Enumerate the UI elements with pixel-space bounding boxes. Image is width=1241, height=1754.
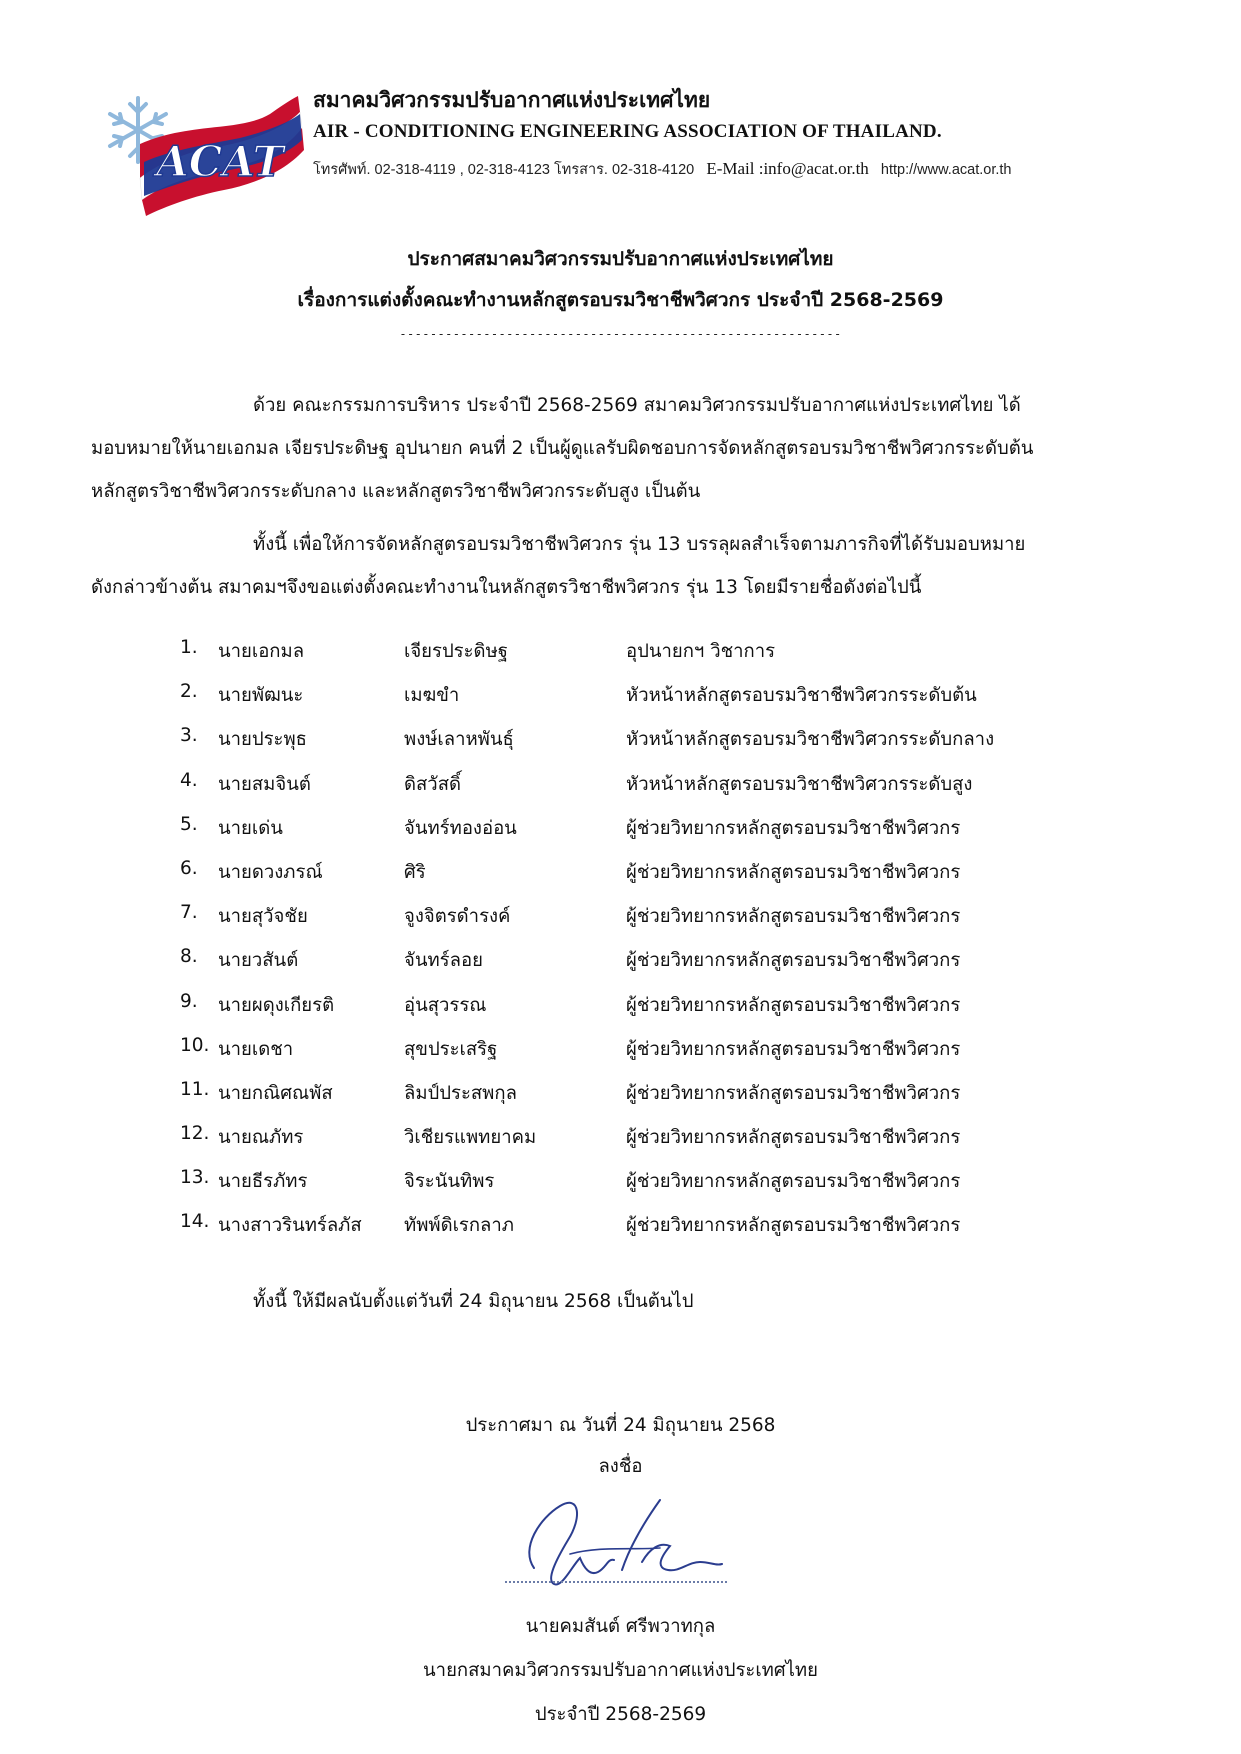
list-item: [180, 814, 1060, 858]
list-item: [180, 681, 1060, 725]
item-number: 8.: [180, 946, 198, 968]
member-role: ผู้ช่วยวิทยากรหลักสูตรอบรมวิชาชีพวิศวกร: [626, 994, 961, 1016]
item-number: 9.: [180, 990, 198, 1012]
contact-line: [313, 158, 1011, 181]
signer-name: นายคมสันต์ ศรีพวาทกุล: [525, 1616, 716, 1637]
member-last-name: จันทร์ทองอ่อน: [404, 817, 517, 839]
list-item: [180, 1211, 1060, 1255]
member-last-name: วิเชียรแพทยาคม: [404, 1127, 537, 1149]
announcement-title: ประกาศสมาคมวิศวกรรมปรับอากาศแห่งประเทศไทย: [407, 248, 834, 270]
org-name-english: AIR - CONDITIONING ENGINEERING ASSOCIATION OF THAILAND.: [313, 121, 942, 142]
item-number: 5.: [180, 813, 198, 835]
announcement-date: ประกาศมา ณ วันที่ 24 มิถุนายน 2568: [465, 1415, 776, 1436]
member-last-name: พงษ์เลาหพันธุ์: [404, 729, 514, 751]
list-item: [180, 1123, 1060, 1167]
list-item: [180, 637, 1060, 681]
org-name-thai: สมาคมวิศวกรรมปรับอากาศแห่งประเทศไทย: [313, 87, 711, 112]
member-role: หัวหน้าหลักสูตรอบรมวิชาชีพวิศวกรระดับต้น: [626, 685, 977, 707]
list-item: [180, 725, 1060, 769]
member-role: ผู้ช่วยวิทยากรหลักสูตรอบรมวิชาชีพวิศวกร: [626, 906, 961, 928]
signer-term: ประจำปี 2568-2569: [534, 1704, 707, 1725]
list-item: [180, 1035, 1060, 1079]
member-last-name: อุ่นสุวรรณ: [404, 994, 487, 1016]
member-first-name: นายกณิศณพัส: [218, 1082, 333, 1104]
member-role: ผู้ช่วยวิทยากรหลักสูตรอบรมวิชาชีพวิศวกร: [626, 1171, 961, 1193]
list-item: [180, 991, 1060, 1035]
item-number: 6.: [180, 857, 198, 879]
committee-list: [180, 637, 1060, 1256]
handwritten-signature: [510, 1488, 740, 1596]
effective-date-line: ทั้งนี้ ให้มีผลนับตั้งแต่วันที่ 24 มิถุนายน 2568 เป็นต้นไป: [253, 1291, 694, 1312]
member-last-name: ดิสวัสดิ์: [404, 773, 461, 795]
list-item: [180, 1079, 1060, 1123]
member-first-name: นายดวงภรณ์: [218, 861, 323, 883]
list-item: [180, 946, 1060, 990]
member-role: ผู้ช่วยวิทยากรหลักสูตรอบรมวิชาชีพวิศวกร: [626, 1038, 961, 1060]
member-role: ผู้ช่วยวิทยากรหลักสูตรอบรมวิชาชีพวิศวกร: [626, 817, 961, 839]
member-first-name: นายเดชา: [218, 1038, 294, 1060]
item-number: 4.: [180, 769, 198, 791]
item-number: 3.: [180, 725, 198, 747]
sign-label: ลงชื่อ: [598, 1456, 643, 1477]
member-role: ผู้ช่วยวิทยากรหลักสูตรอบรมวิชาชีพวิศวกร: [626, 861, 961, 883]
signer-title: นายกสมาคมวิศวกรรมปรับอากาศแห่งประเทศไทย: [423, 1660, 818, 1681]
list-item: [180, 1167, 1060, 1211]
member-last-name: ศิริ: [404, 861, 426, 883]
announcement-subject: เรื่องการแต่งตั้งคณะทำงานหลักสูตรอบรมวิชาชีพวิศวกร ประจำปี 2568-2569: [297, 289, 944, 311]
member-last-name: จูงจิตรดำรงค์: [404, 906, 511, 928]
paragraph-1-line-2: มอบหมายให้นายเอกมล เจียรประดิษฐ อุปนายก คนที่ 2 เป็นผู้ดูแลรับผิดชอบการจัดหลักสูตรอบรมวิชาชีพวิศวกรระดับต้น: [91, 438, 1034, 459]
signature-line: [505, 1581, 727, 1583]
member-first-name: นายประพุธ: [218, 729, 307, 751]
member-first-name: นายสมจินต์: [218, 773, 311, 795]
title-divider: ----------------------------------------------------------: [399, 327, 842, 341]
paragraph-2-line-2: ดังกล่าวข้างต้น สมาคมฯจึงขอแต่งตั้งคณะทำงานในหลักสูตรวิชาชีพวิศวกร รุ่น 13 โดยมีรายชื่อดังต่อไปนี้: [91, 577, 922, 598]
member-first-name: นายสุวัจชัย: [218, 906, 308, 928]
item-number: 12.: [180, 1123, 210, 1145]
item-number: 7.: [180, 902, 198, 924]
contact-phone: โทรศัพท์. 02-318-4119 , 02-318-4123 โทรสาร. 02-318-4120: [313, 162, 695, 178]
member-first-name: นางสาวรินทร์ลภัส: [218, 1215, 362, 1237]
list-item: [180, 902, 1060, 946]
member-last-name: เจียรประดิษฐ: [404, 641, 508, 662]
member-role: อุปนายกฯ วิชาการ: [626, 641, 776, 662]
member-last-name: จิระนันทิพร: [404, 1171, 495, 1193]
member-last-name: ทัพพ์ดิเรกลาภ: [404, 1215, 514, 1237]
member-first-name: นายผดุงเกียรติ: [218, 994, 335, 1016]
contact-email[interactable]: E-Mail :info@acat.or.th: [706, 159, 869, 178]
member-role: ผู้ช่วยวิทยากรหลักสูตรอบรมวิชาชีพวิศวกร: [626, 1215, 961, 1237]
member-role: ผู้ช่วยวิทยากรหลักสูตรอบรมวิชาชีพวิศวกร: [626, 950, 961, 972]
member-first-name: นายเด่น: [218, 817, 283, 839]
item-number: 10.: [180, 1034, 210, 1056]
acat-logo: [100, 92, 312, 218]
member-role: หัวหน้าหลักสูตรอบรมวิชาชีพวิศวกรระดับกลาง: [626, 729, 995, 751]
item-number: 11.: [180, 1078, 210, 1100]
member-role: ผู้ช่วยวิทยากรหลักสูตรอบรมวิชาชีพวิศวกร: [626, 1082, 961, 1104]
member-first-name: นายณภัทร: [218, 1127, 304, 1149]
item-number: 1.: [180, 637, 198, 658]
contact-website[interactable]: http://www.acat.or.th: [880, 162, 1012, 178]
member-first-name: นายพัฒนะ: [218, 685, 304, 707]
member-first-name: นายธีรภัทร: [218, 1171, 308, 1193]
member-last-name: สุขประเสริฐ: [404, 1038, 498, 1060]
list-item: [180, 770, 1060, 814]
member-first-name: นายเอกมล: [218, 641, 305, 662]
item-number: 13.: [180, 1167, 210, 1189]
paragraph-2-line-1: ทั้งนี้ เพื่อให้การจัดหลักสูตรอบรมวิชาชีพวิศวกร รุ่น 13 บรรลุผลสำเร็จตามภารกิจที่ได้รับมอบหมาย: [253, 534, 1026, 555]
member-last-name: ลิมป์ประสพกุล: [404, 1082, 517, 1104]
item-number: 14.: [180, 1211, 210, 1233]
member-last-name: จันทร์ลอย: [404, 950, 483, 972]
list-item: [180, 858, 1060, 902]
member-role: หัวหน้าหลักสูตรอบรมวิชาชีพวิศวกรระดับสูง: [626, 773, 973, 795]
svg-text:ACAT: ACAT: [156, 137, 284, 186]
member-last-name: เมฆขำ: [404, 685, 460, 707]
paragraph-1-line-3: หลักสูตรวิชาชีพวิศวกรระดับกลาง และหลักสูตรวิชาชีพวิศวกรระดับสูง เป็นต้น: [91, 481, 701, 502]
paragraph-1-line-1: ด้วย คณะกรรมการบริหาร ประจำปี 2568-2569 สมาคมวิศวกรรมปรับอากาศแห่งประเทศไทย ได้: [253, 395, 1021, 416]
member-role: ผู้ช่วยวิทยากรหลักสูตรอบรมวิชาชีพวิศวกร: [626, 1127, 961, 1149]
member-first-name: นายวสันต์: [218, 950, 299, 972]
item-number: 2.: [180, 681, 198, 703]
